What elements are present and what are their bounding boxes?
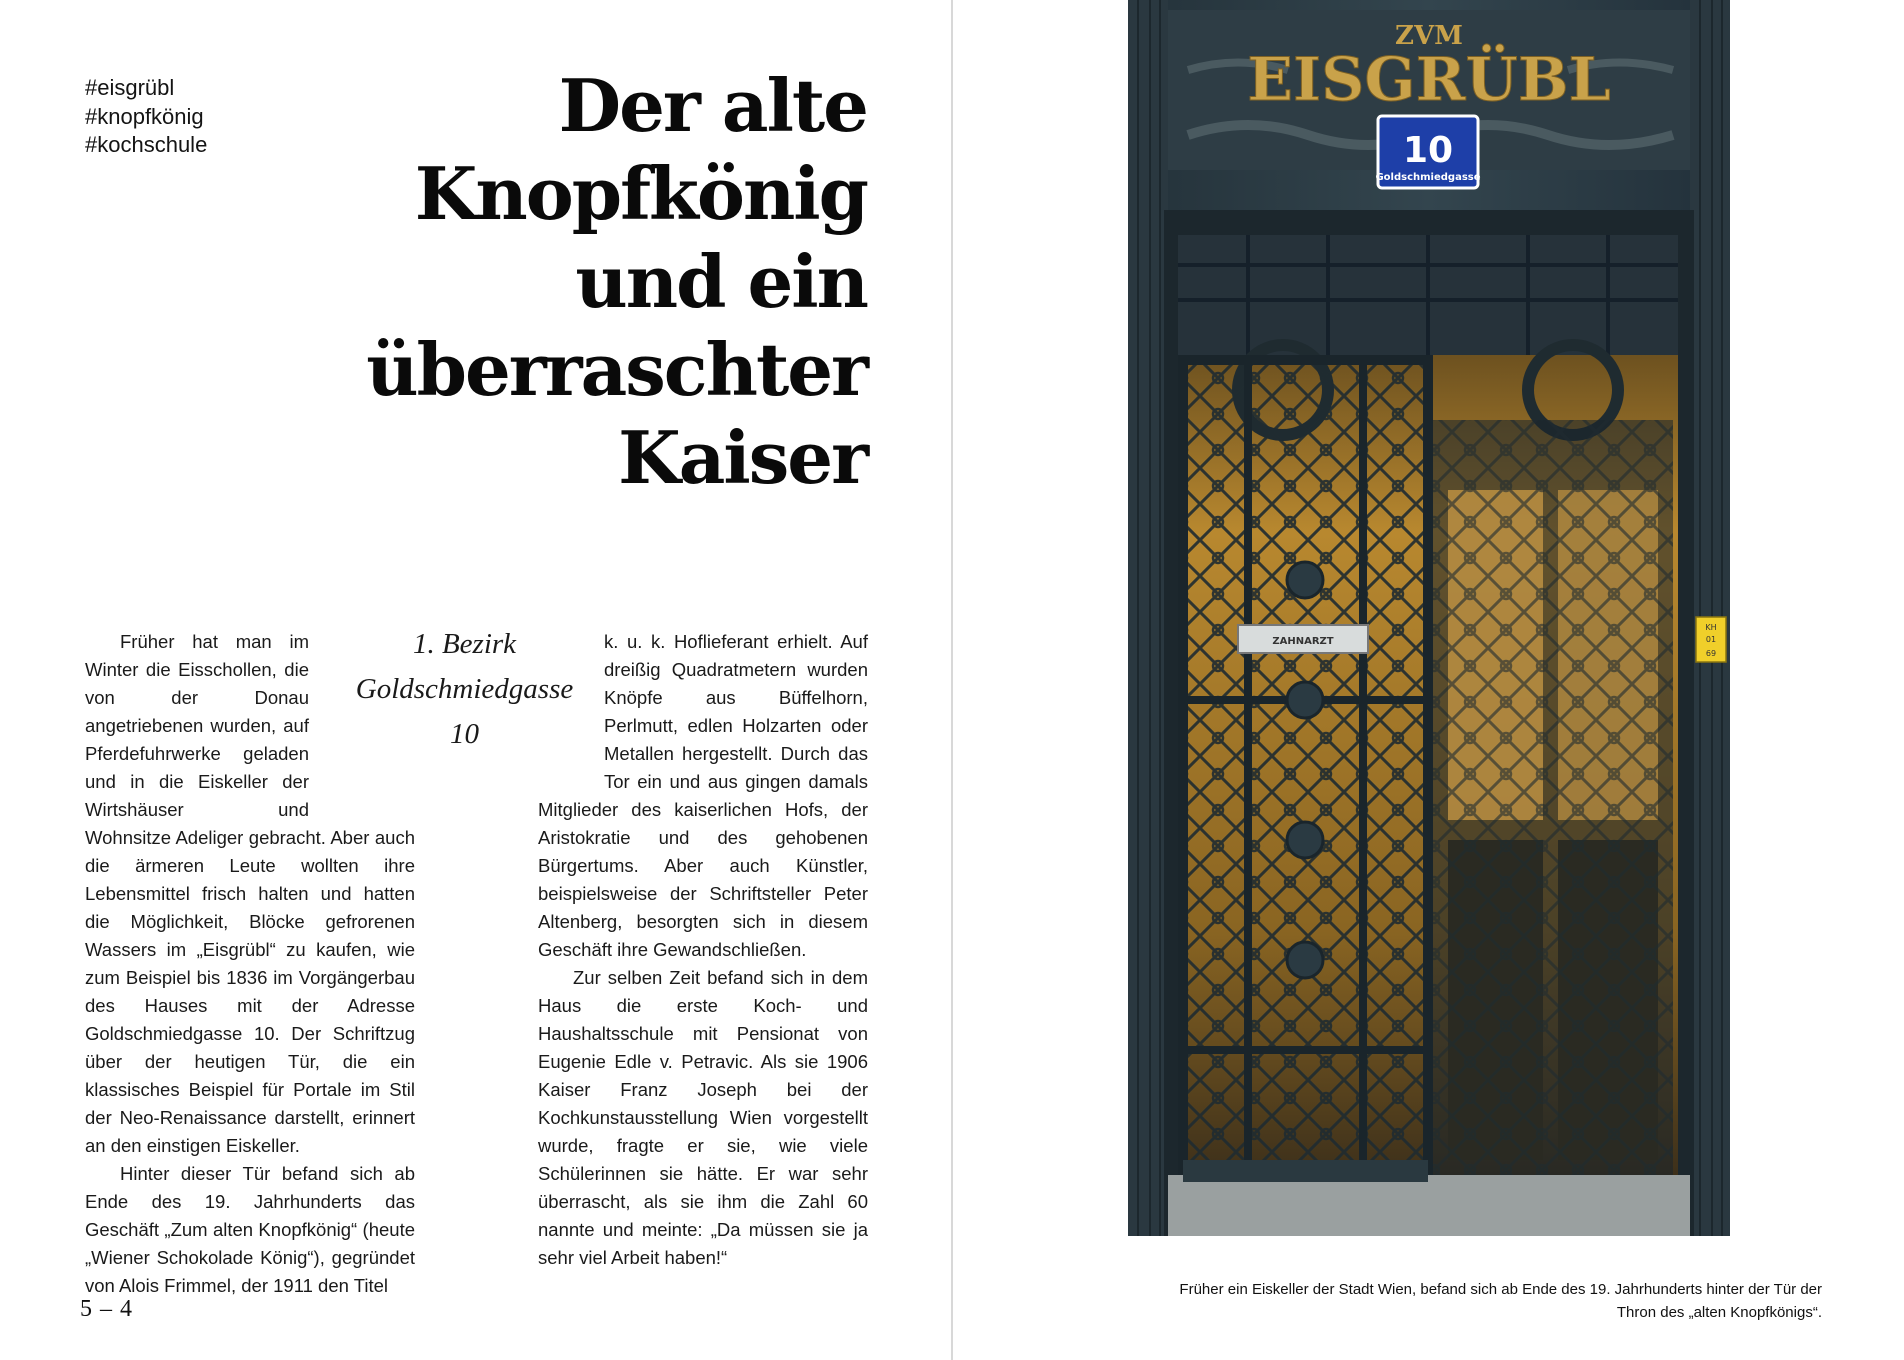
doorway-photo <box>1128 0 1730 1236</box>
title-line: Knopfkönig <box>414 151 867 236</box>
paragraph: k. u. k. Hoflieferant erhielt. Auf dreißig Quadratmetern wurden Knöpfe aus Büffelhorn, Perlmutt, edlen Holzarten oder Metallen hergestellt. Durch das Tor ein und aus gingen damals Mitglieder des kaiserlichen Hofs, der Aristokratie und des gehobenen Bürgertums. Aber auch Künstler, beispielsweise der Schriftsteller Peter Altenberg, besorgten sich in diesem Geschäft ihre Gewandschließen. <box>538 631 868 960</box>
door-plaque-text: ZAHNARZT <box>1272 636 1334 647</box>
text-column-2 <box>538 628 868 1272</box>
street-name: Goldschmiedgasse <box>1375 172 1481 183</box>
meter-label: 01 <box>1705 635 1717 644</box>
title-line: Kaiser <box>618 415 867 500</box>
threshold <box>1168 1175 1690 1236</box>
title-line: Der alte <box>558 63 867 148</box>
hashtag-list <box>85 74 207 160</box>
sign-top-text: ZVM <box>1395 21 1463 51</box>
address-line: 10 <box>450 718 479 750</box>
address-line: 1. Bezirk <box>412 628 517 660</box>
paragraph: Zur selben Zeit befand sich in dem Haus die erste Koch- und Haushaltsschule mit Pensionat von Eugenie Edle v. Petravic. Als sie 1906 Kaiser Franz Joseph bei der Kochkunstausstellung Wien vorgestellt wurde, fragte er sie, wie viele Schülerinnen sie hätte. Er war sehr überrascht, als sie ihm die Zahl 60 nannte und meinte: „Da müssen sie ja sehr viel Arbeit haben!“ <box>538 967 868 1268</box>
left-pilaster <box>1128 0 1168 1236</box>
title-line: und ein <box>575 239 867 324</box>
hashtag: #kochschule <box>85 132 208 157</box>
address-line: Goldschmiedgasse <box>355 673 574 705</box>
caption-line: Früher ein Eiskeller der Stadt Wien, befand sich ab Ende des 19. Jahrhunderts hinter der Tür der <box>1179 1281 1822 1298</box>
paragraph: Hinter dieser Tür befand sich ab Ende des 19. Jahrhunderts das Geschäft „Zum alten Knopfkönig“ (heute „Wiener Schokolade König“), gegründet von Alois Frimmel, der 1911 den Titel <box>85 1163 415 1296</box>
sign-main-text: EISGRÜBL <box>1247 45 1611 115</box>
right-page <box>953 0 1904 1360</box>
article-title <box>247 62 867 502</box>
photo-caption <box>1042 1278 1822 1324</box>
page-number: 5 – 4 <box>80 1296 133 1322</box>
title-line: überraschter <box>366 327 867 412</box>
hashtag: #knopfkönig <box>85 103 204 129</box>
paragraph: Früher hat man im Winter die Eisschollen, die von der Donau angetriebenen wurden, auf Pferdefuhrwerke geladen und in die Eiskeller der Wirtshäuser und Wohnsitze Adeliger gebracht. Aber auch die ärmeren Leute wollten ihre Lebensmittel frisch halten und hatten die Möglichkeit, Blöcke gefrorenen Wassers im „Eisgrübl“ zu kaufen, wie zum Beispiel bis 1836 im Vorgängerbau des Hauses mit der Adresse Goldschmiedgasse 10. Der Schriftzug über der heutigen Tür, die ein klassisches Beispiel für Portale im Stil der Neo-Renaissance darstellt, erinnert an den einstigen Eiskeller. <box>85 631 415 1156</box>
hashtag: #eisgrübl <box>85 75 175 100</box>
meter-label: 69 <box>1705 649 1717 658</box>
house-number: 10 <box>1402 130 1454 171</box>
meter-label: KH <box>1705 623 1717 632</box>
caption-line: Thron des „alten Knopfkönigs“. <box>1616 1304 1822 1321</box>
